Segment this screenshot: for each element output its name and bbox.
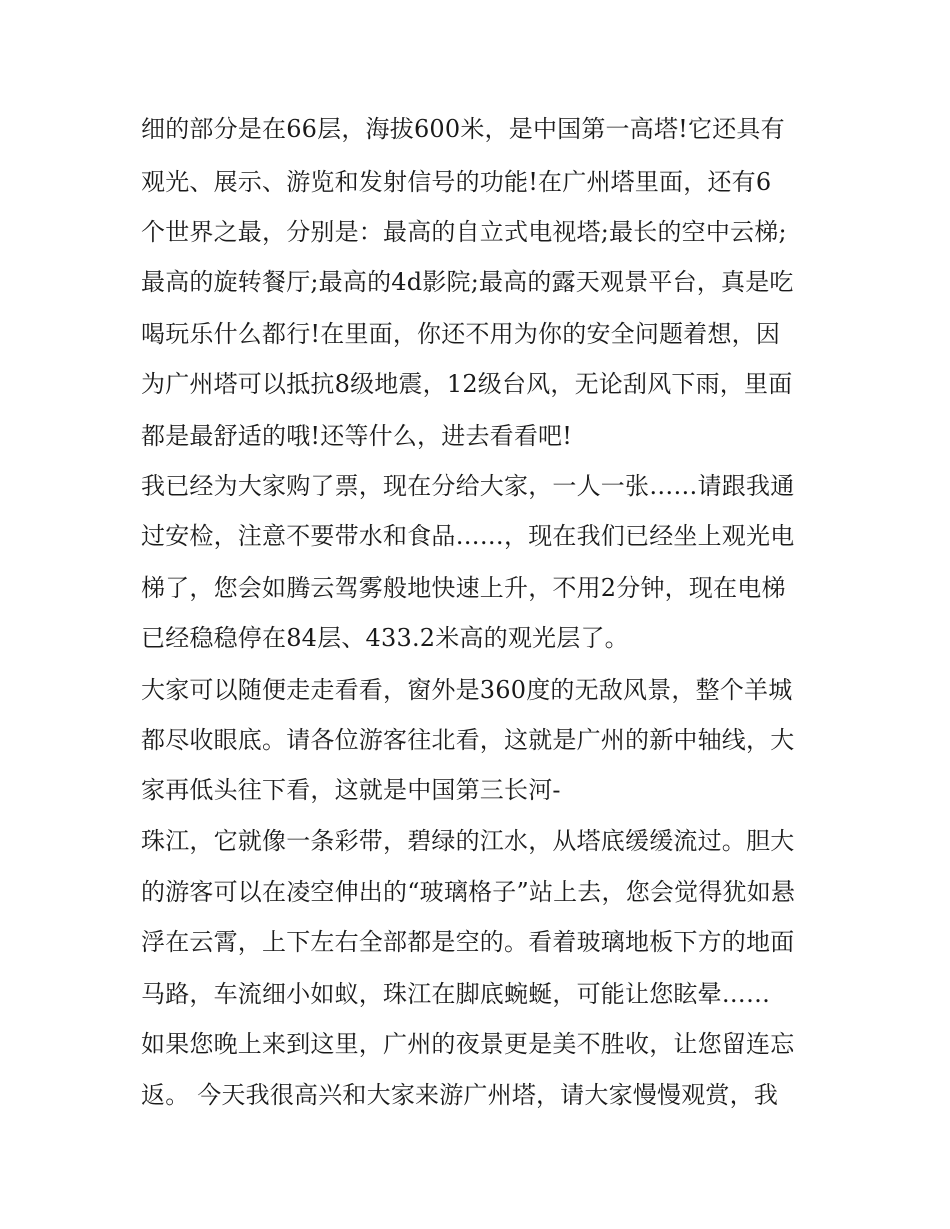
text-line: 细的部分是在66层，海拔600米，是中国第一高塔!它还具有 (141, 115, 785, 143)
text-line: 观光、展示、游览和发射信号的功能!在广州塔里面，还有6 (141, 168, 772, 196)
text-line: 家再低头往下看，这就是中国第三长河- (141, 776, 561, 804)
text-line: 马路，车流细小如蚁，珠江在脚底蜿蜒，可能让您眩晕…… (141, 980, 771, 1008)
text-line: 喝玩乐什么都行!在里面，你还不用为你的安全问题着想，因 (141, 320, 781, 348)
text-line: 浮在云霄，上下左右全部都是空的。看着玻璃地板下方的地面 (141, 928, 795, 956)
text-line: 梯了，您会如腾云驾雾般地快速上升，不用2分钟，现在电梯 (141, 574, 786, 602)
text-line: 大家可以随便走走看看，窗外是360度的无敌风景，整个羊城 (141, 676, 793, 704)
text-line: 过安检，注意不要带水和食品……，现在我们已经坐上观光电 (141, 522, 795, 550)
text-line: 珠江，它就像一条彩带，碧绿的江水，从塔底缓缓流过。胆大 (141, 827, 795, 855)
text-line: 最高的旋转餐厅;最高的4d影院;最高的露天观景平台，真是吃 (141, 268, 794, 296)
text-line: 的游客可以在凌空伸出的“玻璃格子”站上去，您会觉得犹如悬 (141, 878, 796, 906)
text-line: 返。 今天我很高兴和大家来游广州塔，请大家慢慢观赏，我 (141, 1081, 779, 1109)
text-line: 都是最舒适的哦!还等什么，进去看看吧! (141, 422, 573, 450)
text-line: 已经稳稳停在84层、433.2米高的观光层了。 (141, 624, 629, 652)
text-line: 都尽收眼底。请各位游客往北看，这就是广州的新中轴线，大 (141, 726, 795, 754)
text-line: 如果您晚上来到这里，广州的夜景更是美不胜收，让您留连忘 (141, 1030, 795, 1058)
text-line: 为广州塔可以抵抗8级地震，12级台风，无论刮风下雨，里面 (141, 370, 793, 398)
text-line: 我已经为大家购了票，现在分给大家，一人一张……请跟我通 (141, 472, 795, 500)
text-line: 个世界之最，分别是：最高的自立式电视塔;最长的空中云梯; (141, 218, 787, 246)
